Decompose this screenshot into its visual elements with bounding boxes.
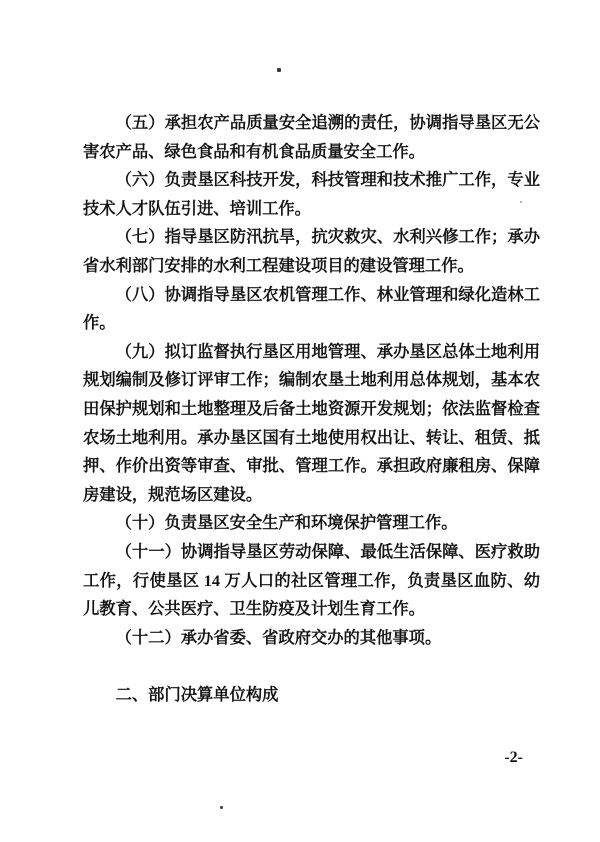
paragraph-item-12: （十二）承办省委、省政府交办的其他事项。 (115, 627, 442, 647)
scan-speck-icon (277, 68, 281, 72)
paragraph-item-8: （八）协调指导垦区农机管理工作、林业管理和绿化造林工作。 (83, 284, 540, 333)
paragraph-item-5: （五）承担农产品质量安全追溯的责任，协调指导垦区无公害农产品、绿色食品和有机食品质量安全工作。 (83, 113, 540, 161)
document-body (83, 109, 540, 709)
paragraph-item-11: （十一）协调指导垦区劳动保障、最低生活保障、医疗救助工作，行使垦区 14 万人口的社区管理工作，负责垦区血防、幼儿教育、公共医疗、卫生防疫及计划生育工作。 (83, 541, 540, 619)
paragraph-item-10: （十）负责垦区安全生产和环境保护管理工作。 (115, 513, 458, 533)
paragraph-item-7: （七）指导垦区防汛抗旱，抗灾救灾、水利兴修工作；承办省水利部门安排的水利工程建设项目的建设管理工作。 (83, 227, 540, 275)
scan-speck-icon (520, 201, 522, 203)
paragraph-item-9: （九）拟订监督执行垦区用地管理、承办垦区总体土地利用规划编制及修订评审工作；编制农垦土地利用总体规划，基本农田保护规划和土地整理及后备土地资源开发规划；依法监督检查农场土地利用。承办垦区国有土地使用权出让、转让、租赁、抵押、作价出资等审查、审批、管理工作。承担政府廉租房、保障房建设，规范场区建设。 (83, 341, 540, 504)
section-heading: 二、部门决算单位构成 (115, 685, 279, 704)
paragraph-item-6: （六）负责垦区科技开发，科技管理和技术推广工作，专业技术人才队伍引进、培训工作。 (83, 170, 540, 218)
page-number: -2- (504, 749, 523, 766)
scan-speck-icon (220, 806, 223, 809)
